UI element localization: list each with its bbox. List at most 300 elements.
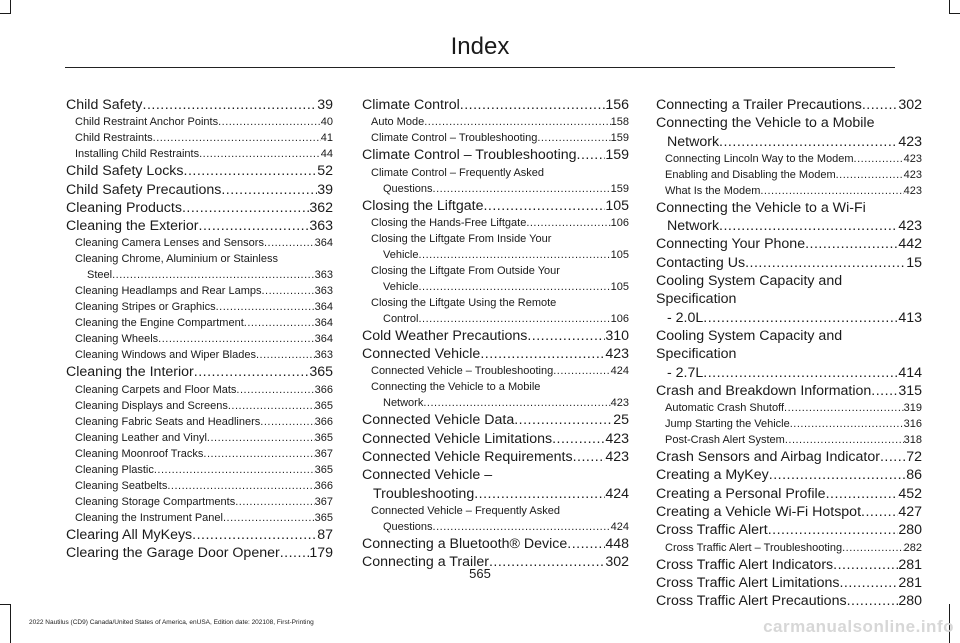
- entry-row: [75, 130, 333, 146]
- dot-leader: [158, 331, 314, 347]
- dot-leader: [223, 510, 315, 526]
- entry-row: [75, 478, 333, 494]
- crop-mark-bottom-left-h: [0, 604, 11, 605]
- entry-text: Cleaning the Interior: [66, 364, 194, 381]
- entry-text: Cleaning Headlamps and Rear Lamps: [75, 285, 262, 298]
- entry-row: [75, 398, 333, 414]
- dot-leader: [203, 446, 314, 462]
- index-entry: [656, 96, 922, 114]
- dot-leader: [527, 327, 605, 345]
- index-subentry: [66, 331, 333, 347]
- entry-text: Closing the Liftgate Using the Remote: [371, 296, 557, 309]
- entry-page-number: 159: [610, 132, 629, 145]
- page-number: 565: [469, 566, 491, 581]
- entry-page-number: 15: [906, 254, 922, 271]
- index-entry: [362, 327, 629, 345]
- entry-row: [656, 309, 922, 327]
- dot-leader: [553, 363, 610, 379]
- index-entry: [656, 272, 922, 327]
- dot-leader: [880, 448, 906, 466]
- entry-text: Connected Vehicle – Troubleshooting: [371, 365, 554, 378]
- entry-row: [371, 181, 629, 197]
- entry-row: [362, 535, 629, 553]
- entry-page-number: 423: [610, 397, 629, 410]
- dot-leader: [552, 430, 605, 448]
- entry-page-number: 423: [898, 133, 922, 150]
- dot-leader: [854, 151, 904, 167]
- entry-page-number: 364: [314, 237, 333, 250]
- entry-text: Climate Control: [362, 97, 460, 113]
- header-divider: [65, 67, 895, 68]
- entry-row: [75, 382, 333, 398]
- entry-text: Closing the Liftgate From Outside Your: [371, 264, 560, 277]
- entry-text: Connected Vehicle: [362, 346, 481, 363]
- entry-text: Climate Control – Troubleshooting: [371, 132, 538, 145]
- index-subentry: [656, 151, 922, 167]
- index-subentry: [656, 432, 922, 448]
- entry-text: Child Safety: [66, 97, 143, 113]
- entry-page-number: 105: [605, 197, 629, 214]
- entry-row: [75, 414, 333, 430]
- dot-leader: [280, 544, 310, 562]
- dot-leader: [836, 167, 904, 183]
- entry-row: [371, 519, 629, 535]
- index-entry: [66, 526, 333, 544]
- entry-row: [75, 114, 333, 130]
- entry-row: [75, 283, 333, 299]
- entry-text: Installing Child Restraints: [75, 148, 200, 161]
- entry-text: Cleaning Leather and Vinyl: [75, 431, 207, 444]
- dot-leader: [768, 521, 899, 539]
- entry-page-number: 87: [317, 526, 333, 543]
- entry-page-number: 367: [314, 495, 333, 508]
- entry-continuation: Control: [383, 312, 419, 325]
- dot-leader: [703, 309, 898, 327]
- entry-page-number: 363: [314, 269, 333, 282]
- index-entry: [656, 592, 922, 610]
- index-entry: [362, 466, 629, 503]
- dot-leader: [862, 96, 898, 114]
- entry-page-number: 159: [610, 182, 629, 195]
- crop-mark-top-right-v: [949, 0, 950, 14]
- dot-leader: [199, 217, 310, 235]
- index-entry: [656, 448, 922, 466]
- entry-text: Connecting a Trailer: [362, 554, 489, 571]
- entry-text: Connecting Your Phone: [656, 236, 806, 253]
- index-entry: [66, 199, 333, 217]
- dot-leader: [760, 183, 903, 199]
- entry-page-number: 158: [610, 116, 629, 129]
- dot-leader: [790, 416, 904, 432]
- entry-row: [665, 151, 922, 167]
- entry-page-number: 363: [314, 285, 333, 298]
- dot-leader: [483, 197, 605, 215]
- entry-page-number: 86: [906, 467, 922, 484]
- dot-leader: [769, 466, 906, 484]
- entry-row: [665, 540, 922, 556]
- entry-text: Clearing All MyKeys: [66, 526, 193, 543]
- entry-text: Connecting a Trailer Precautions: [656, 97, 862, 113]
- entry-page-number: 156: [605, 97, 629, 113]
- entry-page-number: 72: [906, 449, 922, 466]
- entry-page-number: 365: [309, 364, 333, 381]
- entry-page-number: 310: [605, 327, 629, 344]
- crop-mark-bottom-left-v: [10, 604, 11, 643]
- entry-text: Creating a Vehicle Wi-Fi Hotspot: [656, 504, 862, 521]
- entry-page-number: 427: [898, 504, 922, 521]
- entry-text: Closing the Hands-Free Liftgate: [371, 216, 527, 229]
- entry-page-number: 442: [898, 236, 922, 253]
- index-entry: [362, 448, 629, 466]
- dot-leader: [143, 96, 318, 114]
- entry-page-number: 364: [314, 317, 333, 330]
- index-subentry: [362, 295, 629, 327]
- index-subentry: [656, 167, 922, 183]
- entry-text: Climate Control – Frequently Asked: [371, 166, 545, 179]
- entry-row: [75, 494, 333, 510]
- dot-leader: [433, 181, 611, 197]
- index-subentry: [66, 398, 333, 414]
- dot-leader: [826, 485, 899, 503]
- entry-page-number: 413: [898, 309, 922, 326]
- entry-text: Cooling System Capacity and Specification: [656, 327, 843, 363]
- entry-row: [656, 382, 922, 400]
- entry-row: [75, 235, 333, 251]
- index-entry: [362, 96, 629, 114]
- entry-page-number: 302: [898, 97, 922, 113]
- entry-page-number: 423: [903, 152, 922, 165]
- entry-page-number: 39: [317, 97, 333, 113]
- index-subentry: [66, 430, 333, 446]
- index-subentry: [362, 130, 629, 146]
- index-entry: [656, 235, 922, 253]
- entry-page-number: 448: [605, 535, 629, 552]
- index-subentry: [66, 114, 333, 130]
- entry-row: [66, 363, 333, 381]
- entry-row: [66, 96, 333, 114]
- entry-page-number: 452: [898, 485, 922, 502]
- dot-leader: [262, 283, 315, 299]
- entry-text: Contacting Us: [656, 254, 746, 271]
- index-subentry: [66, 510, 333, 526]
- index-subentry: [66, 414, 333, 430]
- index-entry: [66, 162, 333, 180]
- dot-leader: [184, 162, 318, 180]
- entry-text: Cross Traffic Alert Precautions: [656, 593, 847, 610]
- entry-text: Cold Weather Precautions: [362, 327, 528, 344]
- entry-text: Climate Control – Troubleshooting: [362, 147, 577, 164]
- entry-text: Connecting a Bluetooth® Device: [362, 535, 568, 552]
- entry-row: [371, 247, 629, 263]
- entry-page-number: 106: [610, 216, 629, 229]
- entry-row: [665, 183, 922, 199]
- dot-leader: [154, 462, 315, 478]
- index-entry: [656, 485, 922, 503]
- entry-continuation: Questions: [383, 520, 433, 533]
- entry-page-number: 423: [898, 218, 922, 235]
- entry-text: Creating a Personal Profile: [656, 485, 826, 502]
- entry-text: Post-Crash Alert System: [665, 434, 785, 447]
- entry-text: Enabling and Disabling the Modem: [665, 168, 836, 181]
- entry-row: [66, 217, 333, 235]
- entry-text: Cleaning Camera Lenses and Sensors: [75, 237, 264, 250]
- entry-row: [75, 315, 333, 331]
- entry-page-number: 367: [314, 447, 333, 460]
- index-entry: [362, 430, 629, 448]
- index-subentry: [362, 215, 629, 231]
- entry-page-number: 423: [605, 430, 629, 447]
- dot-leader: [199, 146, 321, 162]
- entry-text: Cleaning Fabric Seats and Headliners: [75, 415, 261, 428]
- dot-leader: [424, 114, 610, 130]
- entry-page-number: 44: [320, 148, 333, 161]
- entry-page-number: 105: [610, 280, 629, 293]
- entry-page-number: 105: [610, 248, 629, 261]
- dot-leader: [719, 217, 898, 235]
- crop-mark-top-right-h: [949, 13, 960, 14]
- entry-page-number: 40: [320, 116, 333, 129]
- entry-row: [656, 96, 922, 114]
- entry-page-number: 41: [320, 132, 333, 145]
- entry-text: Closing the Liftgate: [362, 197, 484, 214]
- entry-row: [75, 446, 333, 462]
- entry-text: Cross Traffic Alert – Troubleshooting: [665, 541, 843, 554]
- entry-row: [371, 363, 629, 379]
- index-column-1: [66, 96, 333, 562]
- dot-leader: [805, 235, 898, 253]
- entry-page-number: 25: [613, 412, 629, 429]
- entry-page-number: 424: [605, 485, 629, 502]
- entry-row: [656, 217, 922, 235]
- entry-text: Connecting Lincoln Way to the Modem: [665, 152, 854, 165]
- entry-text: Connected Vehicle Data: [362, 412, 515, 429]
- entry-text: Cleaning Plastic: [75, 463, 154, 476]
- dot-leader: [221, 181, 317, 199]
- entry-page-number: 106: [610, 312, 629, 325]
- entry-page-number: 364: [314, 301, 333, 314]
- entry-row: [371, 395, 629, 411]
- crop-mark-top-left-h: [0, 13, 11, 14]
- index-subentry: [656, 183, 922, 199]
- entry-text: Cleaning Storage Compartments: [75, 495, 236, 508]
- index-subentry: [66, 462, 333, 478]
- dot-leader: [207, 430, 315, 446]
- entry-text: Connecting the Vehicle to a Mobile: [656, 115, 875, 132]
- index-entry: [66, 181, 333, 199]
- entry-continuation: Vehicle: [383, 280, 419, 293]
- dot-leader: [703, 364, 898, 382]
- entry-text: Cleaning Products: [66, 199, 182, 216]
- entry-row: [371, 215, 629, 231]
- dot-leader: [260, 414, 314, 430]
- entry-text: Clearing the Garage Door Opener: [66, 545, 280, 562]
- index-subentry: [656, 400, 922, 416]
- entry-page-number: 280: [898, 593, 922, 610]
- dot-leader: [745, 254, 906, 272]
- entry-continuation: Network: [383, 397, 424, 410]
- dot-leader: [784, 400, 904, 416]
- entry-page-number: 316: [903, 418, 922, 431]
- dot-leader: [577, 146, 606, 164]
- dot-leader: [194, 363, 310, 381]
- dot-leader: [460, 96, 606, 114]
- entry-row: [75, 462, 333, 478]
- index-entry: [656, 327, 922, 382]
- dot-leader: [433, 519, 611, 535]
- entry-row: [75, 146, 333, 162]
- entry-page-number: 281: [898, 574, 922, 591]
- entry-row: [362, 96, 629, 114]
- entry-row: [362, 411, 629, 429]
- index-column-2: [362, 96, 629, 572]
- index-entry: [656, 521, 922, 539]
- entry-continuation: Network: [667, 218, 720, 235]
- entry-row: [75, 267, 333, 283]
- entry-page-number: 423: [903, 168, 922, 181]
- index-subentry: [362, 363, 629, 379]
- entry-page-number: 424: [610, 365, 629, 378]
- dot-leader: [235, 494, 314, 510]
- dot-leader: [537, 130, 610, 146]
- index-entry: [656, 503, 922, 521]
- dot-leader: [842, 540, 904, 556]
- entry-page-number: 319: [903, 402, 922, 415]
- dot-leader: [418, 279, 610, 295]
- dot-leader: [182, 199, 309, 217]
- dot-leader: [567, 535, 605, 553]
- entry-row: [371, 279, 629, 295]
- index-subentry: [66, 283, 333, 299]
- watermark-logo: carmanualsonline.info: [763, 617, 954, 636]
- index-subentry: [66, 299, 333, 315]
- entry-row: [66, 526, 333, 544]
- crop-mark-top-left-v: [10, 0, 11, 14]
- entry-text: Child Restraint Anchor Points: [75, 116, 219, 129]
- entry-row: [656, 503, 922, 521]
- entry-row: [362, 146, 629, 164]
- entry-row: [362, 485, 629, 503]
- entry-page-number: 363: [309, 218, 333, 235]
- entry-row: [75, 430, 333, 446]
- index-subentry: [362, 231, 629, 263]
- dot-leader: [526, 215, 610, 231]
- entry-row: [656, 521, 922, 539]
- entry-page-number: 366: [314, 479, 333, 492]
- index-subentry: [66, 315, 333, 331]
- index-subentry: [66, 251, 333, 283]
- entry-text: Cleaning the Instrument Panel: [75, 511, 223, 524]
- entry-row: [75, 331, 333, 347]
- dot-leader: [236, 382, 314, 398]
- entry-text: Crash Sensors and Airbag Indicator: [656, 449, 880, 466]
- entry-text: Cleaning Chrome, Aluminium or Stainless: [75, 253, 278, 266]
- index-subentry: [66, 347, 333, 363]
- dot-leader: [192, 526, 317, 544]
- entry-row: [665, 400, 922, 416]
- index-subentry: [66, 446, 333, 462]
- dot-leader: [153, 130, 321, 146]
- entry-row: [656, 592, 922, 610]
- entry-page-number: 281: [898, 556, 922, 573]
- index-entry: [66, 217, 333, 235]
- entry-continuation: Network: [667, 133, 720, 150]
- entry-row: [656, 133, 922, 151]
- entry-row: [656, 254, 922, 272]
- entry-text: Automatic Crash Shutoff: [665, 402, 785, 415]
- dot-leader: [871, 382, 898, 400]
- entry-row: [665, 416, 922, 432]
- entry-continuation: Vehicle: [383, 248, 419, 261]
- entry-page-number: 282: [903, 541, 922, 554]
- entry-row: [371, 114, 629, 130]
- entry-row: [362, 197, 629, 215]
- entry-page-number: 39: [317, 181, 333, 198]
- entry-text: Cross Traffic Alert: [656, 522, 768, 539]
- entry-page-number: 362: [309, 199, 333, 216]
- entry-page-number: 365: [314, 511, 333, 524]
- index-entry: [66, 96, 333, 114]
- entry-continuation: Questions: [383, 182, 433, 195]
- entry-row: [371, 311, 629, 327]
- entry-row: [656, 466, 922, 484]
- index-entry: [656, 199, 922, 236]
- entry-page-number: 365: [314, 463, 333, 476]
- entry-text: Cleaning the Exterior: [66, 218, 199, 235]
- entry-row: [66, 544, 333, 562]
- entry-page-number: 280: [898, 522, 922, 539]
- entry-page-number: 424: [610, 520, 629, 533]
- index-entry: [362, 411, 629, 429]
- dot-leader: [719, 133, 898, 151]
- entry-text: Cooling System Capacity and Specification: [656, 273, 843, 308]
- entry-row: [656, 485, 922, 503]
- index-entry: [362, 535, 629, 553]
- entry-row: [371, 130, 629, 146]
- entry-row: [665, 432, 922, 448]
- index-entry: [66, 544, 333, 562]
- entry-text: What Is the Modem: [665, 184, 761, 197]
- entry-page-number: 318: [903, 434, 922, 447]
- entry-row: [656, 235, 922, 253]
- index-subentry: [362, 263, 629, 295]
- index-entry: [656, 254, 922, 272]
- entry-row: [362, 345, 629, 363]
- entry-page-number: 366: [314, 383, 333, 396]
- entry-row: [656, 364, 922, 382]
- entry-page-number: 423: [605, 449, 629, 466]
- dot-leader: [514, 411, 613, 429]
- index-subentry: [656, 416, 922, 432]
- dot-leader: [228, 398, 315, 414]
- entry-row: [362, 448, 629, 466]
- dot-leader: [167, 478, 314, 494]
- entry-row: [75, 299, 333, 315]
- entry-row: [66, 199, 333, 217]
- entry-page-number: 363: [314, 349, 333, 362]
- entry-text: Crash and Breakdown Information: [656, 382, 872, 399]
- entry-page-number: 365: [314, 399, 333, 412]
- index-entry: [362, 146, 629, 164]
- edition-footer: 2022 Nautilus (CD9) Canada/United States of America, enUSA, Edition date: 202108, First-Printing: [29, 619, 314, 626]
- entry-page-number: 423: [903, 184, 922, 197]
- entry-row: [75, 510, 333, 526]
- dot-leader: [423, 395, 610, 411]
- entry-page-number: 414: [898, 364, 922, 381]
- entry-text: Cleaning the Engine Compartment: [75, 317, 244, 330]
- index-subentry: [362, 503, 629, 535]
- entry-page-number: 159: [605, 147, 629, 164]
- entry-row: [75, 347, 333, 363]
